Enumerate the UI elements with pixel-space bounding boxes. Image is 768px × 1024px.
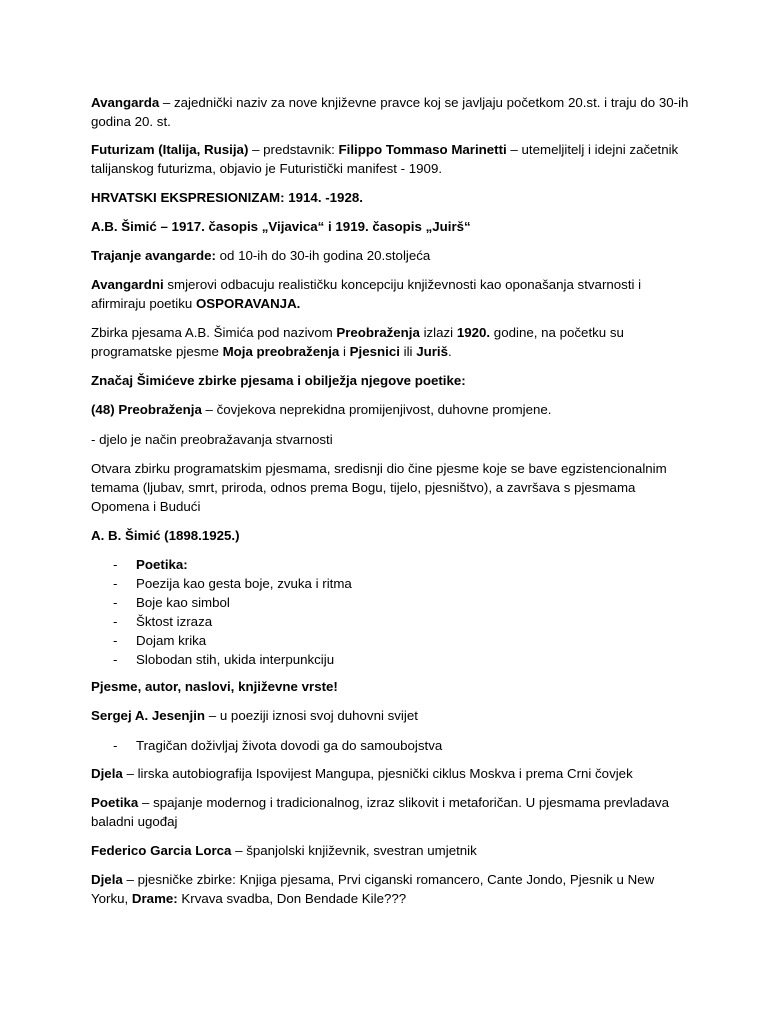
paragraph-jesenjin — [91, 706, 691, 725]
term: Avangardni — [91, 277, 164, 292]
text: – u poeziji iznosi svoj duhovni svijet — [205, 708, 418, 723]
paragraph-lorca — [91, 841, 691, 860]
paragraph-trajanje — [91, 246, 691, 265]
paragraph-simic-casopisi: A.B. Šimić – 1917. časopis „Vijavica“ i 1919. časopis „Juirš“ — [91, 219, 471, 234]
text: – zajednički naziv za nove književne pravce koj se javljaju početkom 20.st. i traju do 30-ih godina 20. st. — [91, 95, 689, 129]
term: Filippo Tommaso Marinetti — [338, 142, 507, 157]
text: – španjolski književnik, svestran umjetnik — [231, 843, 477, 858]
text: – čovjekova neprekidna promijenjivost, duhovne promjene. — [201, 402, 552, 417]
heading-simic-dates: A. B. Šimić (1898.1925.) — [91, 528, 240, 543]
document-page: Avangarda – zajednički naziv za nove književne pravce koj se javljaju početkom 20.st. i traju do 30-ih godina 20. st. Futurizam (Italija, Rusija) – predstavnik: Filippo Tommaso Marinetti – utemeljitelj i idejni začetnik talijanskog futurizma, objavio je Futuristički manifest - 1909. HRVATSKI EKSPRESIONIZAM: 1914. -1928. A.B. Šimić – 1917. časopis „Vijavica“ i 1919. časopis „Juirš“ Trajanje avangarde: od 10-ih do 30-ih godina 20.stoljeća Avangardni smjerovi odbacuju realističku koncepciju književnosti kao oponašanja stvarnosti i afirmiraju poetiku OSPORAVANJA. Zbirka pjesama A.B. Šimića pod nazivom Preobraženja izlazi 1920. godine, na početku su programatske pjesme Moja preobraženja i Pjesnici ili Juriš. Značaj Šimićeve zbirke pjesama i obilježja njegove poetike: (48) Preobraženja – čovjekova neprekidna promijenjivost, duhovne promjene. - djelo je način preobražavanja stvarnosti Otvara zbirku programatskim pjesmama, sredisnji dio čine pjesme koje se bave egzistencionalnim temama (ljubav, smrt, priroda, odnos prema Bogu, tijelo, pjesništvo), a završava s pjesmama Opomena i Budući A. B. Šimić (1898.1925.) - Poetika: - Poezija kao gesta boje, zvuka i ritma - Boje kao simbol - Šktost izraza - Dojam krika - Slobodan stih, ukida interpunkciju Pjesme, autor, naslovi, književne vrste! Sergej A. Jesenjin – u poeziji iznosi svoj duhovni svijet - Tragičan doživljaj života dovodi ga do samoubojstva Djela – lirska autobiografija Ispovijest Mangupa, pjesnički ciklus Moskva i prema Crni čovjek Poetika – spajanje modernog i tradicionalnog, izraz slikovit i metaforičan. U pjesmama prevladava baladni ugođaj Federico Garcia Lorca – španjolski književnik, svestran umjetnik Djela – pjesničke zbirke: Knjiga pjesama, Prvi ciganski romancero, Cante Jondo, Pjesnik u New Yorku, Drame: Krvava svadba, Don Bendade Kile??? — [0, 0, 768, 1024]
term: Sergej A. Jesenjin — [91, 708, 206, 723]
paragraph-avangardni — [91, 275, 691, 313]
paragraph-zbirka: Zbirka pjesama A.B. Šimića pod nazivom Preobraženja izlazi 1920. godine, na početku su programatske pjesme Moja preobraženja i Pjesnici ili Juriš. — [91, 325, 624, 359]
text: – spajanje modernog i tradicionalnog, izraz slikovit i metaforičan. U pjesmama prevladava baladni ugođaj — [91, 795, 669, 829]
text: – pjesničke zbirke: Knjiga pjesama, Prvi ciganski romancero, Cante Jondo, Pjesnik u New Yorku, — [91, 872, 655, 906]
paragraph-preobrazenja — [91, 400, 691, 419]
paragraph-otvara-zbirku: Otvara zbirku programatskim pjesmama, sredisnji dio čine pjesme koje se bave egzistencionalnim temama (ljubav, smrt, priroda, odnos prema Bogu, tijelo, pjesništvo), a završava s pjesmama Opomena i Budući — [91, 461, 667, 514]
paragraph-avangarda — [91, 93, 691, 131]
heading-pjesme-autor: Pjesme, autor, naslovi, književne vrste! — [91, 679, 338, 694]
term: Djela — [91, 766, 123, 781]
term: Federico Garcia Lorca — [91, 843, 232, 858]
text: – lirska autobiografija Ispovijest Mangupa, pjesnički ciklus Moskva i prema Crni čovjek — [122, 766, 633, 781]
heading-znacaj: Značaj Šimićeve zbirke pjesama i obilježja njegove poetike: — [91, 373, 466, 388]
paragraph-djelo: - djelo je način preobražavanja stvarnosti — [91, 432, 333, 447]
paragraph-lorca-djela — [91, 870, 691, 908]
term: OSPORAVANJA. — [195, 296, 301, 311]
term: Futurizam (Italija, Rusija) — [91, 142, 249, 157]
term: Avangarda — [91, 95, 160, 110]
text: smjerovi odbacuju realističku koncepciju književnosti kao oponašanja stvarnosti i afirmiraju poetiku — [91, 277, 642, 311]
text: – utemeljitelj i idejni začetnik talijanskog futurizma, objavio je Futuristički manifest - 1909. — [91, 142, 679, 176]
term: (48) Preobraženja — [91, 402, 202, 417]
text: – predstavnik: — [248, 142, 339, 157]
term: Trajanje avangarde: — [91, 248, 216, 263]
term: Drame: — [131, 891, 178, 906]
text: Krvava svadba, Don Bendade Kile??? — [177, 891, 407, 906]
paragraph-futurizam — [91, 140, 691, 178]
heading-hrvatski-ekspresionizam: HRVATSKI EKSPRESIONIZAM: 1914. -1928. — [91, 190, 363, 205]
paragraph-jesenjin-djela — [91, 764, 691, 783]
term: Poetika — [91, 795, 139, 810]
term: Djela — [91, 872, 123, 887]
text: od 10-ih do 30-ih godina 20.stoljeća — [215, 248, 431, 263]
paragraph-jesenjin-poetika — [91, 793, 691, 831]
